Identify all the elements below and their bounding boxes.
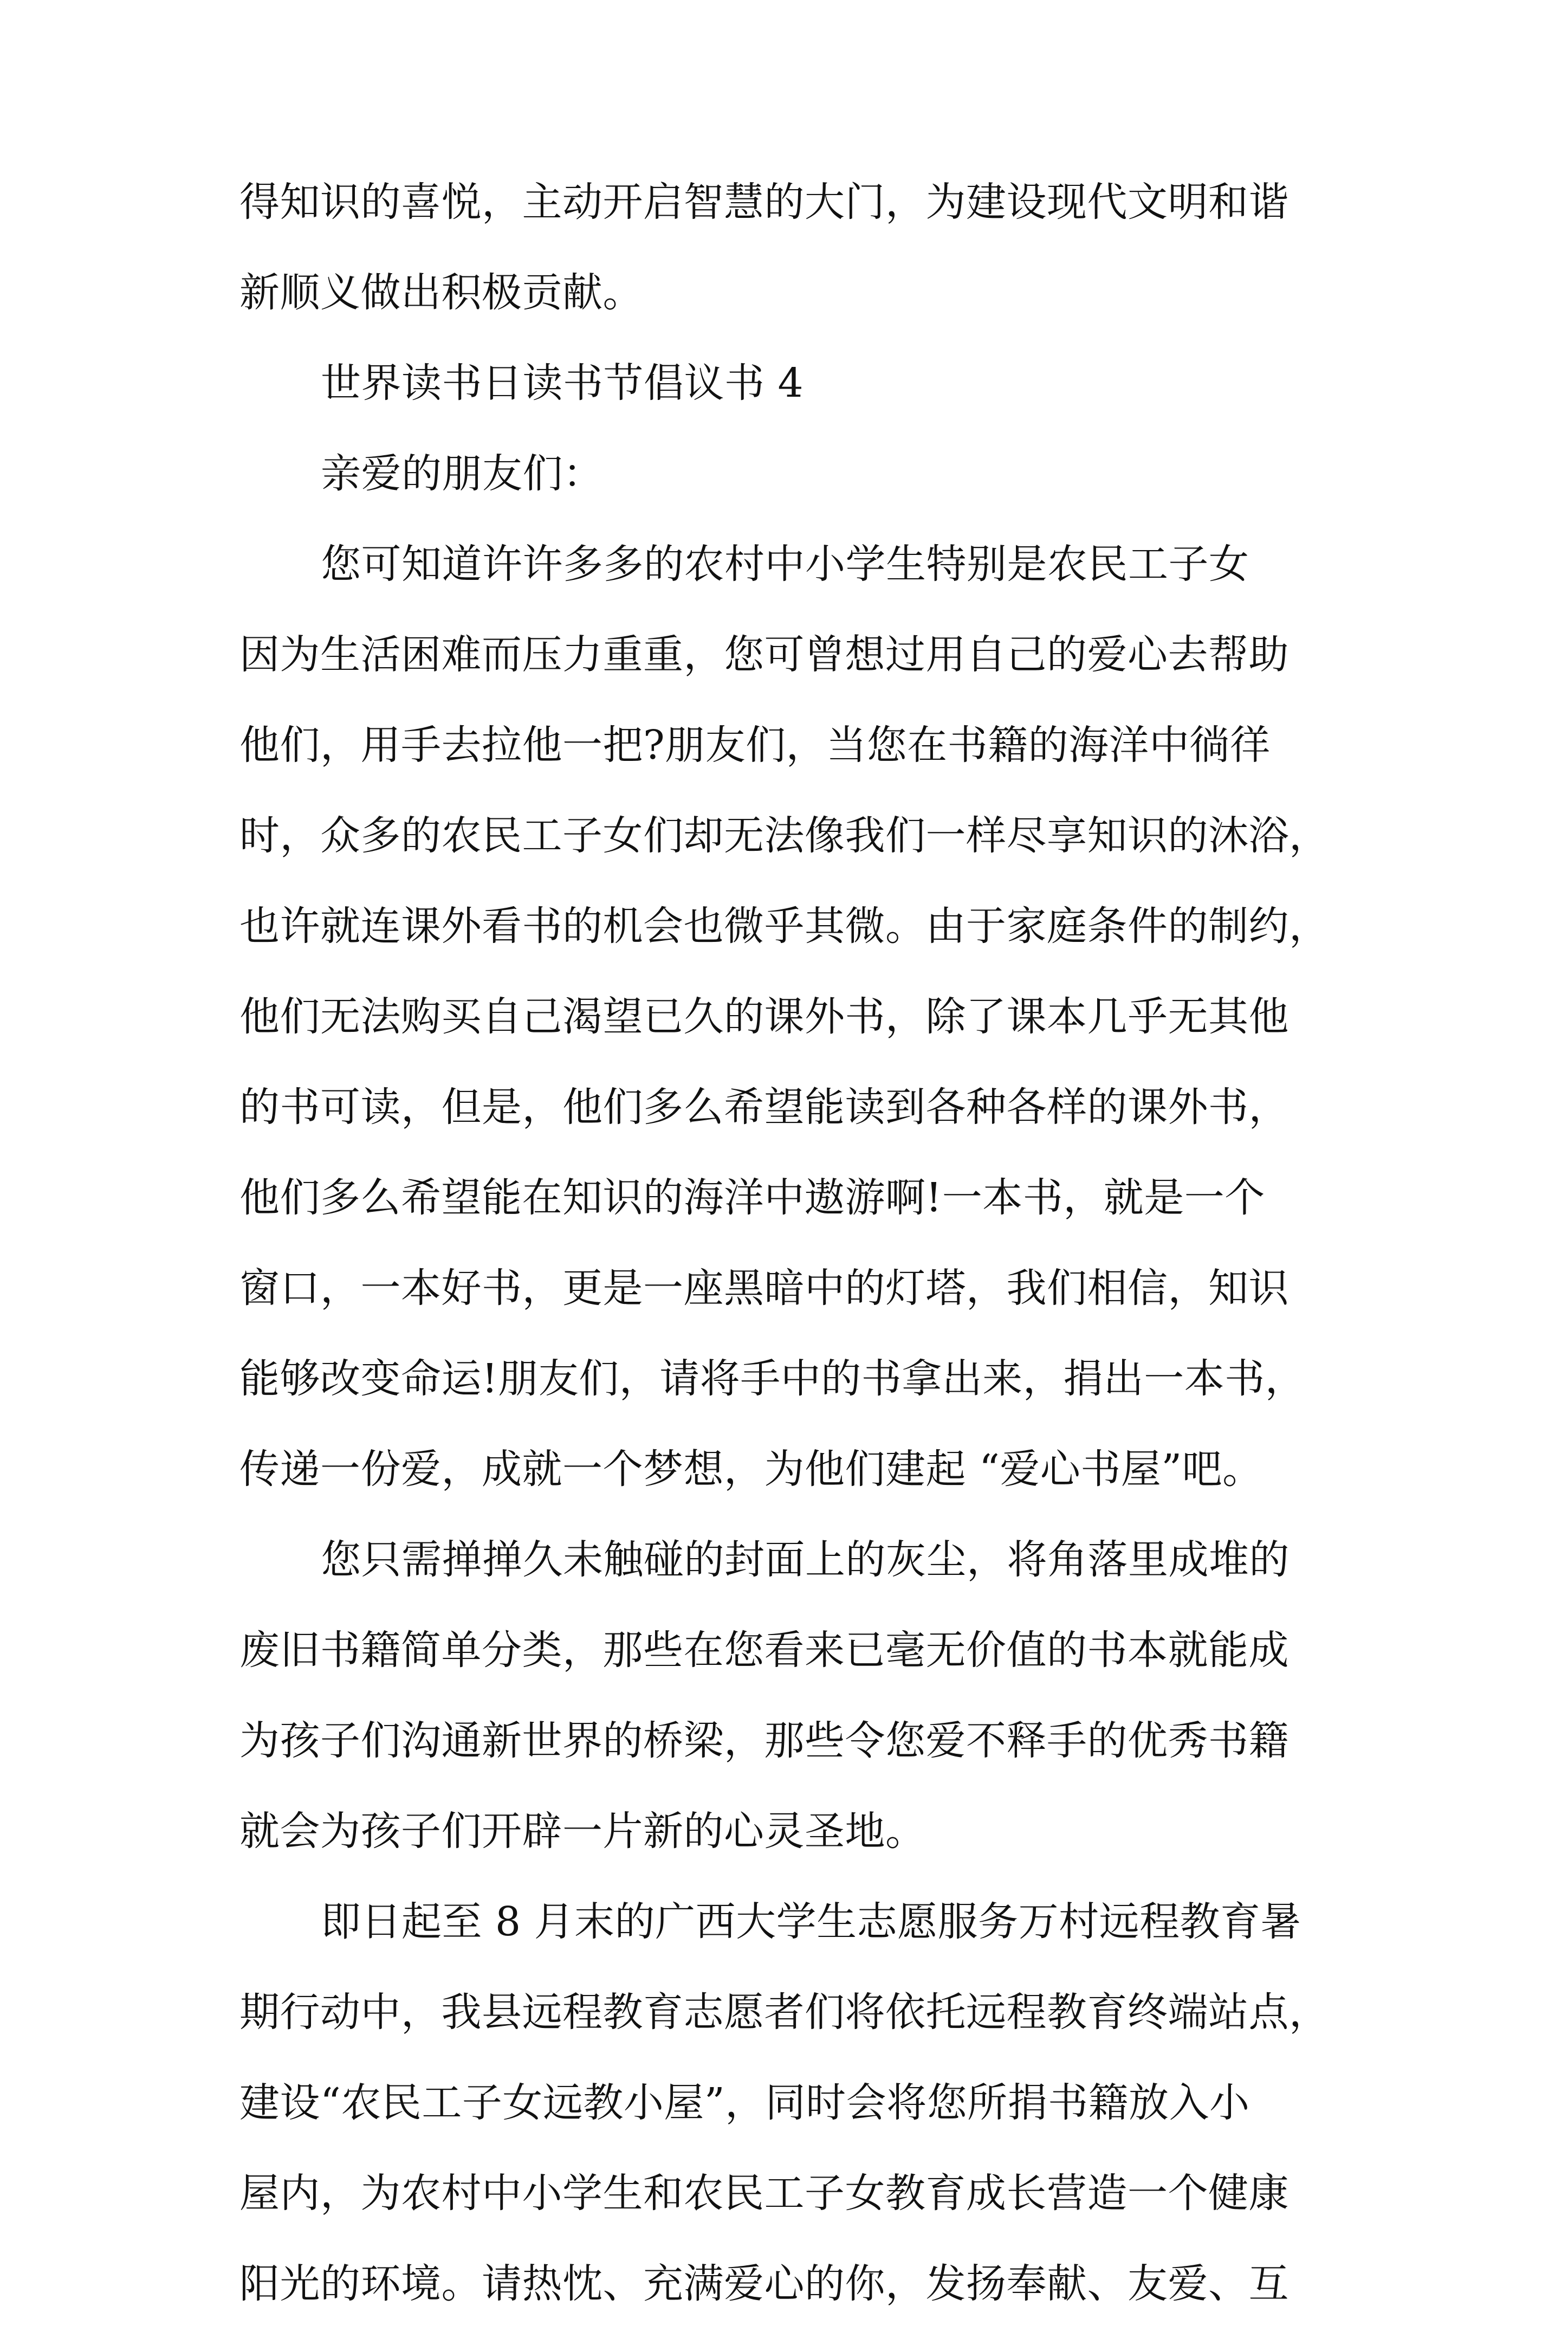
text-line: 阳光的环境。请热忱、充满爱心的你，发扬奉献、友爱、互 — [239, 2260, 1289, 2307]
text-line: 即日起至 8 月末的广西大学生志愿服务万村远程教育暑 — [321, 1898, 1301, 1945]
text-line: 就会为孩子们开辟一片新的心灵圣地。 — [239, 1808, 926, 1855]
text-line: 他们无法购买自己渴望已久的课外书，除了课本几乎无其他 — [239, 993, 1289, 1040]
text-line: 传递一份爱，成就一个梦想，为他们建起 “爱心书屋”吧。 — [239, 1446, 1263, 1493]
text-line: 时，众多的农民工子女们却无法像我们一样尽享知识的沐浴， — [239, 812, 1330, 859]
text-line: 建设“农民工子女远教小屋”，同时会将您所捐书籍放入小 — [239, 2079, 1250, 2126]
text-line: 您只需掸掸久未触碰的封面上的灰尘，将角落里成堆的 — [321, 1536, 1290, 1583]
text-line: 新顺义做出积极贡献。 — [239, 269, 643, 316]
text-line: 您可知道许许多多的农村中小学生特别是农民工子女 — [321, 541, 1249, 587]
text-line: 亲爱的朋友们： — [321, 450, 604, 497]
text-line: 能够改变命运!朋友们，请将手中的书拿出来，捐出一本书， — [239, 1355, 1306, 1402]
text-line: 窗口，一本好书，更是一座黑暗中的灯塔，我们相信，知识 — [239, 1265, 1289, 1312]
text-line: 为孩子们沟通新世界的桥梁，那些令您爱不释手的优秀书籍 — [239, 1717, 1289, 1764]
body-text — [239, 179, 1342, 2351]
text-line: 的书可读，但是，他们多么希望能读到各种各样的课外书， — [239, 1084, 1289, 1131]
text-line: 废旧书籍简单分类，那些在您看来已毫无价值的书本就能成 — [239, 1627, 1289, 1674]
text-line: 世界读书日读书节倡议书 4 — [321, 360, 804, 406]
text-line: 得知识的喜悦，主动开启智慧的大门，为建设现代文明和谐 — [239, 179, 1289, 225]
text-line: 也许就连课外看书的机会也微乎其微。由于家庭条件的制约， — [239, 903, 1330, 950]
text-line: 期行动中，我县远程教育志愿者们将依托远程教育终端站点， — [239, 1989, 1330, 2036]
text-line: 因为生活困难而压力重重，您可曾想过用自己的爱心去帮助 — [239, 631, 1289, 678]
text-line: 他们多么希望能在知识的海洋中遨游啊!一本书，就是一个 — [239, 1174, 1265, 1221]
text-line: 屋内，为农村中小学生和农民工子女教育成长营造一个健康 — [239, 2170, 1289, 2217]
text-line: 他们，用手去拉他一把?朋友们，当您在书籍的海洋中徜徉 — [239, 722, 1271, 768]
